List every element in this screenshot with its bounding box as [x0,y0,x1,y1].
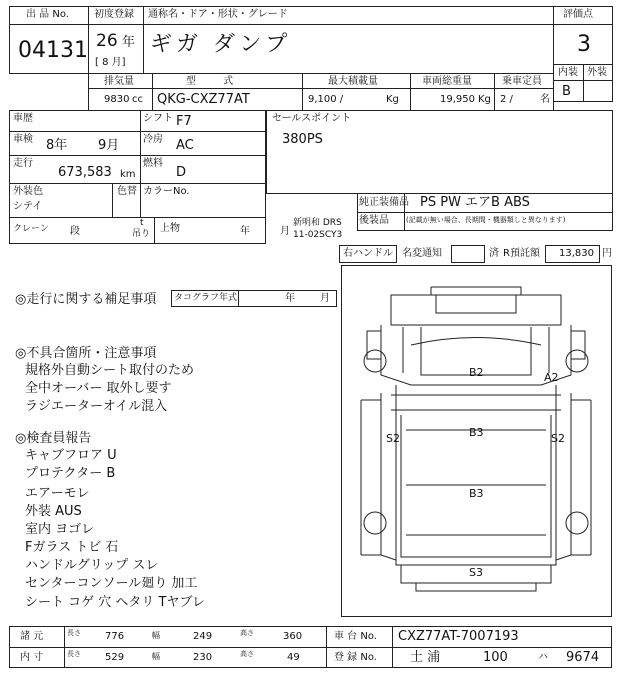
dims-height: 360 [283,631,303,642]
emission-line-1: 新明和 DRS [293,218,342,228]
defect-line-2: 全中オーバー 取外し要す [25,381,172,396]
report-line-6: Fガラス トビ 石 [25,540,119,555]
recycle-unit: 円 [602,248,612,259]
recycle-value: 13,830 [559,248,594,259]
sales-point-value: 380PS [282,132,323,147]
gross-weight-unit: Kg [478,94,491,105]
capacity-unit: 名 [540,94,550,105]
report-line-1: キャブフロア U [25,448,117,463]
lot-label: 出 品 No. [26,9,69,20]
capacity-label: 乗車定員 [502,76,542,87]
reg-class: 100 [483,650,508,665]
car-name: ギガ ダンプ [150,32,292,57]
gross-weight-value: 19,950 [440,94,475,105]
equipment-value: PS PW エアB ABS [420,195,530,210]
inspector-title: ◎検査員報告 [15,431,92,446]
aftermarket-label: 後装品 [359,215,389,226]
capacity-value: 2 / [500,94,513,105]
transfer-label: 名変通知 [402,248,442,259]
crane-lift-unit: 吊り [132,229,151,239]
report-line-9: シート コゲ 穴 ヘタリ Tヤブレ [25,595,205,610]
crane-stage: 段 [70,226,80,237]
damage-mark-s2-left: S2 [386,432,400,445]
shift-value: F7 [176,114,192,129]
report-line-2: プロテクター B [25,466,116,481]
max-load-label: 最大積載量 [328,76,378,87]
inner-length: 529 [105,652,125,663]
report-line-8: センターコンソール廻り 加工 [25,576,198,591]
upper-month: 月 [280,226,290,237]
inner-height: 49 [287,652,300,663]
dims-length: 776 [105,631,125,642]
reg-number: 9674 [566,650,600,665]
inspection-year: 8年 [46,138,68,153]
defect-title: ◎不具合箇所・注意事項 [15,346,157,361]
model-code-label: 型 式 [186,76,246,87]
equipment-label: 純正装備品 [359,197,409,208]
first-reg-label: 初度登録 [94,9,134,20]
tachograph-month: 月 [320,293,330,304]
right-handle-label: 右ハンドル [343,248,393,259]
reg-month: [ 8 月] [95,57,126,68]
max-load-unit: Kg [386,94,399,105]
damage-mark-b3-upper: B3 [469,426,484,439]
report-line-7: ハンドルグリップ スレ [25,558,159,573]
rating-value: 3 [577,32,591,57]
damage-mark-b2: B2 [469,366,484,379]
reg-kana: ハ [538,652,548,663]
exterior-label: 外装 [587,67,607,78]
interior-label: 内装 [558,67,578,78]
report-line-4: 外装 AUS [25,504,82,519]
reg-year-unit: 年 [122,35,136,50]
fuel-value: D [176,165,187,180]
inner-length-label: 長さ [67,650,81,658]
tachograph-label: タコグラフ年式 [174,293,238,303]
recycle-label: R預託額 [503,248,540,259]
dims-length-label: 長さ [67,629,81,637]
damage-mark-s2-right: S2 [551,432,565,445]
dims-width-label: 幅 [152,631,160,640]
dims-height-label: 高さ [240,629,254,637]
inner-label: 内 寸 [20,652,44,663]
inner-width: 230 [193,652,213,663]
crane-label: クレーン [13,224,49,234]
report-line-5: 室内 ヨゴレ [25,522,95,537]
rating-label: 評価点 [563,9,593,20]
mileage-value: 673,583 [58,165,112,180]
displacement-value: 9830 [104,94,130,105]
inner-width-label: 幅 [152,652,160,661]
color-change-label: 色替 [117,186,137,197]
model-title-label: 通称名・ドア・形状・グレード [148,9,288,20]
sales-point-label: セールスポイント [272,113,352,124]
ext-color-value: シテイ [13,201,43,212]
emission-line-2: 11-02SCY3 [293,230,343,240]
dims-width: 249 [193,631,213,642]
damage-mark-a2: A2 [544,371,559,384]
aftermarket-note: (記載が無い場合、長期間・機器類しと異なります) [406,216,566,224]
recycle-prefix: 済 [489,248,499,259]
crane-lift: t [140,218,144,228]
mileage-unit: km [120,169,136,180]
max-load-value: 9,100 / [308,94,344,105]
truck-diagram [341,265,612,617]
supplement-title: ◎走行に関する補足事項 [15,292,157,307]
transfer-box [451,245,485,263]
inspection-label: 車検 [13,134,33,145]
chassis-label: 車 台 No. [334,631,377,642]
ac-label: 冷房 [143,134,163,145]
inner-height-label: 高さ [240,650,254,658]
gross-weight-label: 車両総重量 [422,76,472,87]
mileage-label: 走行 [13,158,33,169]
damage-mark-s3: S3 [469,566,483,579]
color-no-label: カラーNo. [143,186,190,197]
inspection-month: 9月 [98,138,120,153]
chassis-number: CXZ77AT-7007193 [398,629,519,644]
interior-grade: B [562,84,571,99]
ac-value: AC [176,138,194,153]
displacement-label: 排気量 [104,76,134,87]
damage-mark-b3-lower: B3 [469,487,484,500]
lot-number: 04131 [18,38,88,63]
defect-line-3: ラジエーターオイル混入 [25,399,168,414]
shift-label: シフト [143,113,173,124]
report-line-3: エアーモレ [25,486,90,501]
upper-label: 上物 [160,223,180,234]
reg-area: 土 浦 [410,650,441,665]
upper-year: 年 [240,226,250,237]
model-code-value: QKG-CXZ77AT [157,92,250,107]
reg-label: 登 録 No. [334,652,377,663]
tachograph-year: 年 [285,293,295,304]
dims-label: 諸 元 [20,631,44,642]
reg-year: 26 [96,31,118,51]
history-label: 車歴 [13,113,33,124]
displacement-unit: cc [132,94,143,105]
ext-color-label: 外装色 [13,186,43,197]
defect-line-1: 規格外自動シート取付のため [25,363,195,378]
fuel-label: 燃料 [143,158,163,169]
